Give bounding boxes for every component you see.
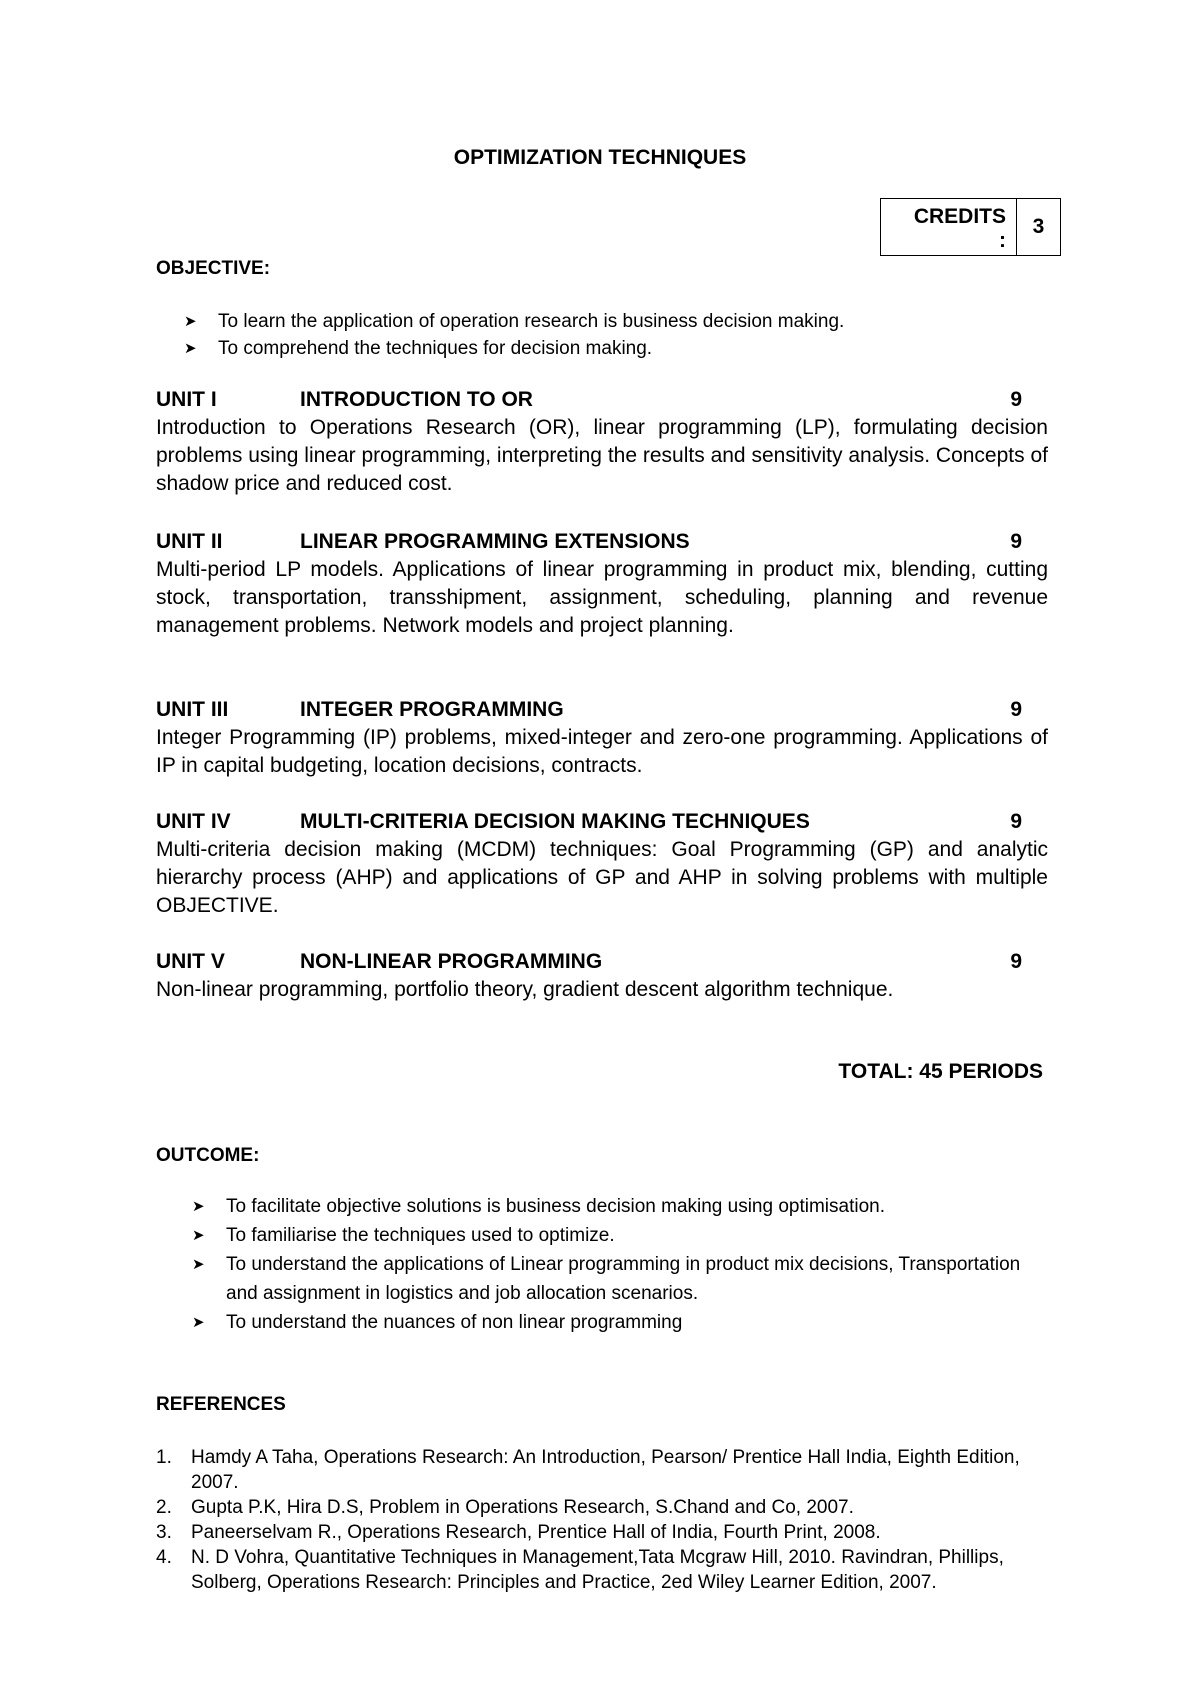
arrow-bullet-icon: ➤ bbox=[192, 1256, 205, 1273]
unit-header bbox=[156, 386, 1048, 414]
unit-section bbox=[156, 386, 1048, 498]
objective-heading: OBJECTIVE: bbox=[156, 258, 271, 279]
unit-number: UNIT V bbox=[156, 950, 225, 973]
unit-header bbox=[156, 528, 1048, 556]
objective-item bbox=[182, 335, 844, 362]
reference-text: N. D Vohra, Quantitative Techniques in Management,Tata Mcgraw Hill, 2010. Ravindran, Phillips, Solberg, Operations Research: Principles and Practice, 2ed Wiley Learner Edition, 2007. bbox=[191, 1547, 1004, 1593]
unit-hours: 9 bbox=[1010, 950, 1022, 973]
arrow-bullet-icon: ➤ bbox=[192, 1227, 205, 1244]
objective-item-text: To learn the application of operation research is business decision making. bbox=[218, 311, 845, 332]
page-title: OPTIMIZATION TECHNIQUES bbox=[453, 146, 747, 169]
objective-item-text: To comprehend the techniques for decision making. bbox=[218, 338, 653, 359]
arrow-bullet-icon: ➤ bbox=[192, 1314, 205, 1331]
reference-number: 4. bbox=[156, 1547, 172, 1568]
objective-item bbox=[182, 308, 844, 335]
unit-header bbox=[156, 808, 1048, 836]
reference-number: 2. bbox=[156, 1497, 172, 1518]
outcome-item-text: To facilitate objective solutions is business decision making using optimisation. bbox=[226, 1196, 886, 1217]
unit-section bbox=[156, 696, 1048, 780]
reference-text: Gupta P.K, Hira D.S, Problem in Operations Research, S.Chand and Co, 2007. bbox=[191, 1497, 854, 1518]
unit-number: UNIT I bbox=[156, 388, 217, 411]
outcome-item bbox=[190, 1221, 1050, 1250]
arrow-bullet-icon: ➤ bbox=[192, 1198, 205, 1215]
credits-label-text: CREDITS bbox=[913, 205, 1006, 228]
unit-title: INTRODUCTION TO OR bbox=[300, 388, 533, 411]
unit-title: LINEAR PROGRAMMING EXTENSIONS bbox=[300, 530, 690, 553]
unit-title: MULTI-CRITERIA DECISION MAKING TECHNIQUES bbox=[300, 810, 810, 833]
reference-item bbox=[156, 1445, 1050, 1495]
reference-text: Paneerselvam R., Operations Research, Prentice Hall of India, Fourth Print, 2008. bbox=[191, 1522, 881, 1543]
unit-description: Multi-criteria decision making (MCDM) techniques: Goal Programming (GP) and analytic hierarchy process (AHP) and applications of GP and AHP in solving problems with multiple OBJECTIVE. bbox=[156, 838, 1048, 917]
unit-hours: 9 bbox=[1010, 810, 1022, 833]
unit-section bbox=[156, 948, 1048, 1004]
objective-list bbox=[182, 308, 844, 362]
reference-number: 3. bbox=[156, 1522, 172, 1543]
credits-label-colon: : bbox=[999, 229, 1006, 252]
unit-hours: 9 bbox=[1010, 698, 1022, 721]
reference-text: Hamdy A Taha, Operations Research: An Introduction, Pearson/ Prentice Hall India, Eighth Edition, 2007. bbox=[191, 1447, 1020, 1493]
unit-section bbox=[156, 808, 1048, 920]
unit-number: UNIT IV bbox=[156, 810, 231, 833]
references-list bbox=[156, 1445, 1050, 1595]
credits-box bbox=[880, 198, 1061, 256]
arrow-bullet-icon: ➤ bbox=[184, 340, 197, 357]
unit-hours: 9 bbox=[1010, 530, 1022, 553]
unit-description: Integer Programming (IP) problems, mixed-integer and zero-one programming. Applications of IP in capital budgeting, location decisions, contracts. bbox=[156, 726, 1048, 777]
unit-number: UNIT II bbox=[156, 530, 223, 553]
reference-number: 1. bbox=[156, 1447, 172, 1468]
outcome-item bbox=[190, 1250, 1050, 1308]
outcome-item bbox=[190, 1192, 1050, 1221]
unit-hours: 9 bbox=[1010, 388, 1022, 411]
reference-item bbox=[156, 1545, 1050, 1595]
reference-item bbox=[156, 1520, 1050, 1545]
total-periods: TOTAL: 45 PERIODS bbox=[838, 1060, 1043, 1083]
unit-title: NON-LINEAR PROGRAMMING bbox=[300, 950, 603, 973]
outcome-item bbox=[190, 1308, 1050, 1337]
unit-description: Multi-period LP models. Applications of linear programming in product mix, blending, cutting stock, transportation, transshipment, assignment, scheduling, planning and revenue management problems. Network models and project planning. bbox=[156, 558, 1048, 637]
outcome-item-text: To understand the nuances of non linear programming bbox=[226, 1312, 683, 1333]
unit-section bbox=[156, 528, 1048, 640]
outcome-list bbox=[190, 1192, 1050, 1337]
outcome-heading: OUTCOME: bbox=[156, 1145, 260, 1166]
unit-description: Non-linear programming, portfolio theory, gradient descent algorithm technique. bbox=[156, 978, 894, 1001]
outcome-item-text: To familiarise the techniques used to optimize. bbox=[226, 1225, 615, 1246]
credits-value: 3 bbox=[1032, 215, 1045, 238]
unit-description: Introduction to Operations Research (OR), linear programming (LP), formulating decision problems using linear programming, interpreting the results and sensitivity analysis. Concepts of shadow price and reduced cost. bbox=[156, 416, 1048, 495]
unit-header bbox=[156, 696, 1048, 724]
reference-item bbox=[156, 1495, 1050, 1520]
arrow-bullet-icon: ➤ bbox=[184, 313, 197, 330]
credits-label bbox=[881, 199, 1017, 255]
unit-number: UNIT III bbox=[156, 698, 229, 721]
unit-header bbox=[156, 948, 1048, 976]
unit-title: INTEGER PROGRAMMING bbox=[300, 698, 564, 721]
outcome-item-text: To understand the applications of Linear programming in product mix decisions, Transportation and assignment in logistics and job allocation scenarios. bbox=[226, 1254, 1021, 1304]
references-heading: REFERENCES bbox=[156, 1394, 286, 1415]
